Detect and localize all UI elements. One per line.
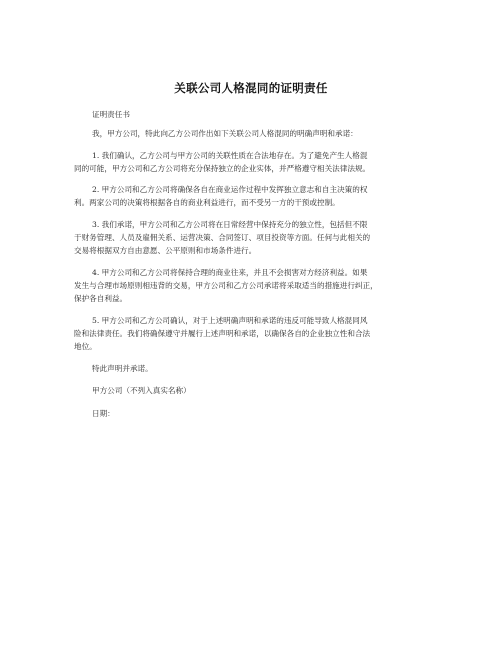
clause-2-line-1: 2. 甲方公司和乙方公司将确保各自在商业运作过程中发挥独立意志和自主决策的权: [92, 185, 368, 194]
signatory-line: 甲方公司（不列入真实名称）: [92, 386, 191, 395]
document-heading: 证明责任书: [92, 110, 130, 119]
closing-statement: 特此声明并承诺。: [92, 364, 153, 373]
clause-3-line-3: 交易将根据双方自由意愿、公平原则和市场条件进行。: [74, 246, 257, 255]
clause-3-line-2: 于财务管理、人员及雇佣关系、运营决策、合同签订、项目投资等方面。任何与此相关的: [74, 233, 371, 242]
clause-2-line-2: 利。两家公司的决策将根据各自的商业利益进行，而不受另一方的干预或控制。: [74, 198, 340, 207]
intro-paragraph: 我，甲方公司，特此向乙方公司作出如下关联公司人格混同的明确声明和承诺：: [92, 129, 358, 138]
clause-4-line-3: 保护各自利益。: [74, 294, 128, 303]
date-label: 日期：: [92, 409, 115, 418]
clause-1-line-2: 同的可能，甲方公司和乙方公司将充分保持独立的企业实体，并严格遵守相关法律法规。: [74, 164, 371, 173]
clause-4-line-1: 4. 甲方公司和乙方公司将保持合理的商业往来，并且不会损害对方经济利益。如果: [92, 268, 368, 277]
clause-5-line-3: 地位。: [74, 342, 97, 351]
clause-3-line-1: 3. 我们承诺，甲方公司和乙方公司将在日常经营中保持充分的独立性，包括但不限: [92, 220, 368, 229]
clause-5-line-2: 险和法律责任。我们将确保遵守并履行上述声明和承诺，以确保各自的企业独立性和合法: [74, 329, 371, 338]
document-title: 关联公司人格混同的证明责任: [174, 81, 328, 95]
clause-5-line-1: 5. 甲方公司和乙方公司确认，对于上述明确声明和承诺的违反可能导致人格混同风: [92, 316, 368, 325]
clause-4-line-2: 发生与合理市场原则相违背的交易，甲方公司和乙方公司承诺将采取适当的措施进行纠正，: [74, 281, 378, 290]
clause-1-line-1: 1. 我们确认，乙方公司与甲方公司的关联性质在合法地存在。为了避免产生人格混: [92, 151, 368, 160]
